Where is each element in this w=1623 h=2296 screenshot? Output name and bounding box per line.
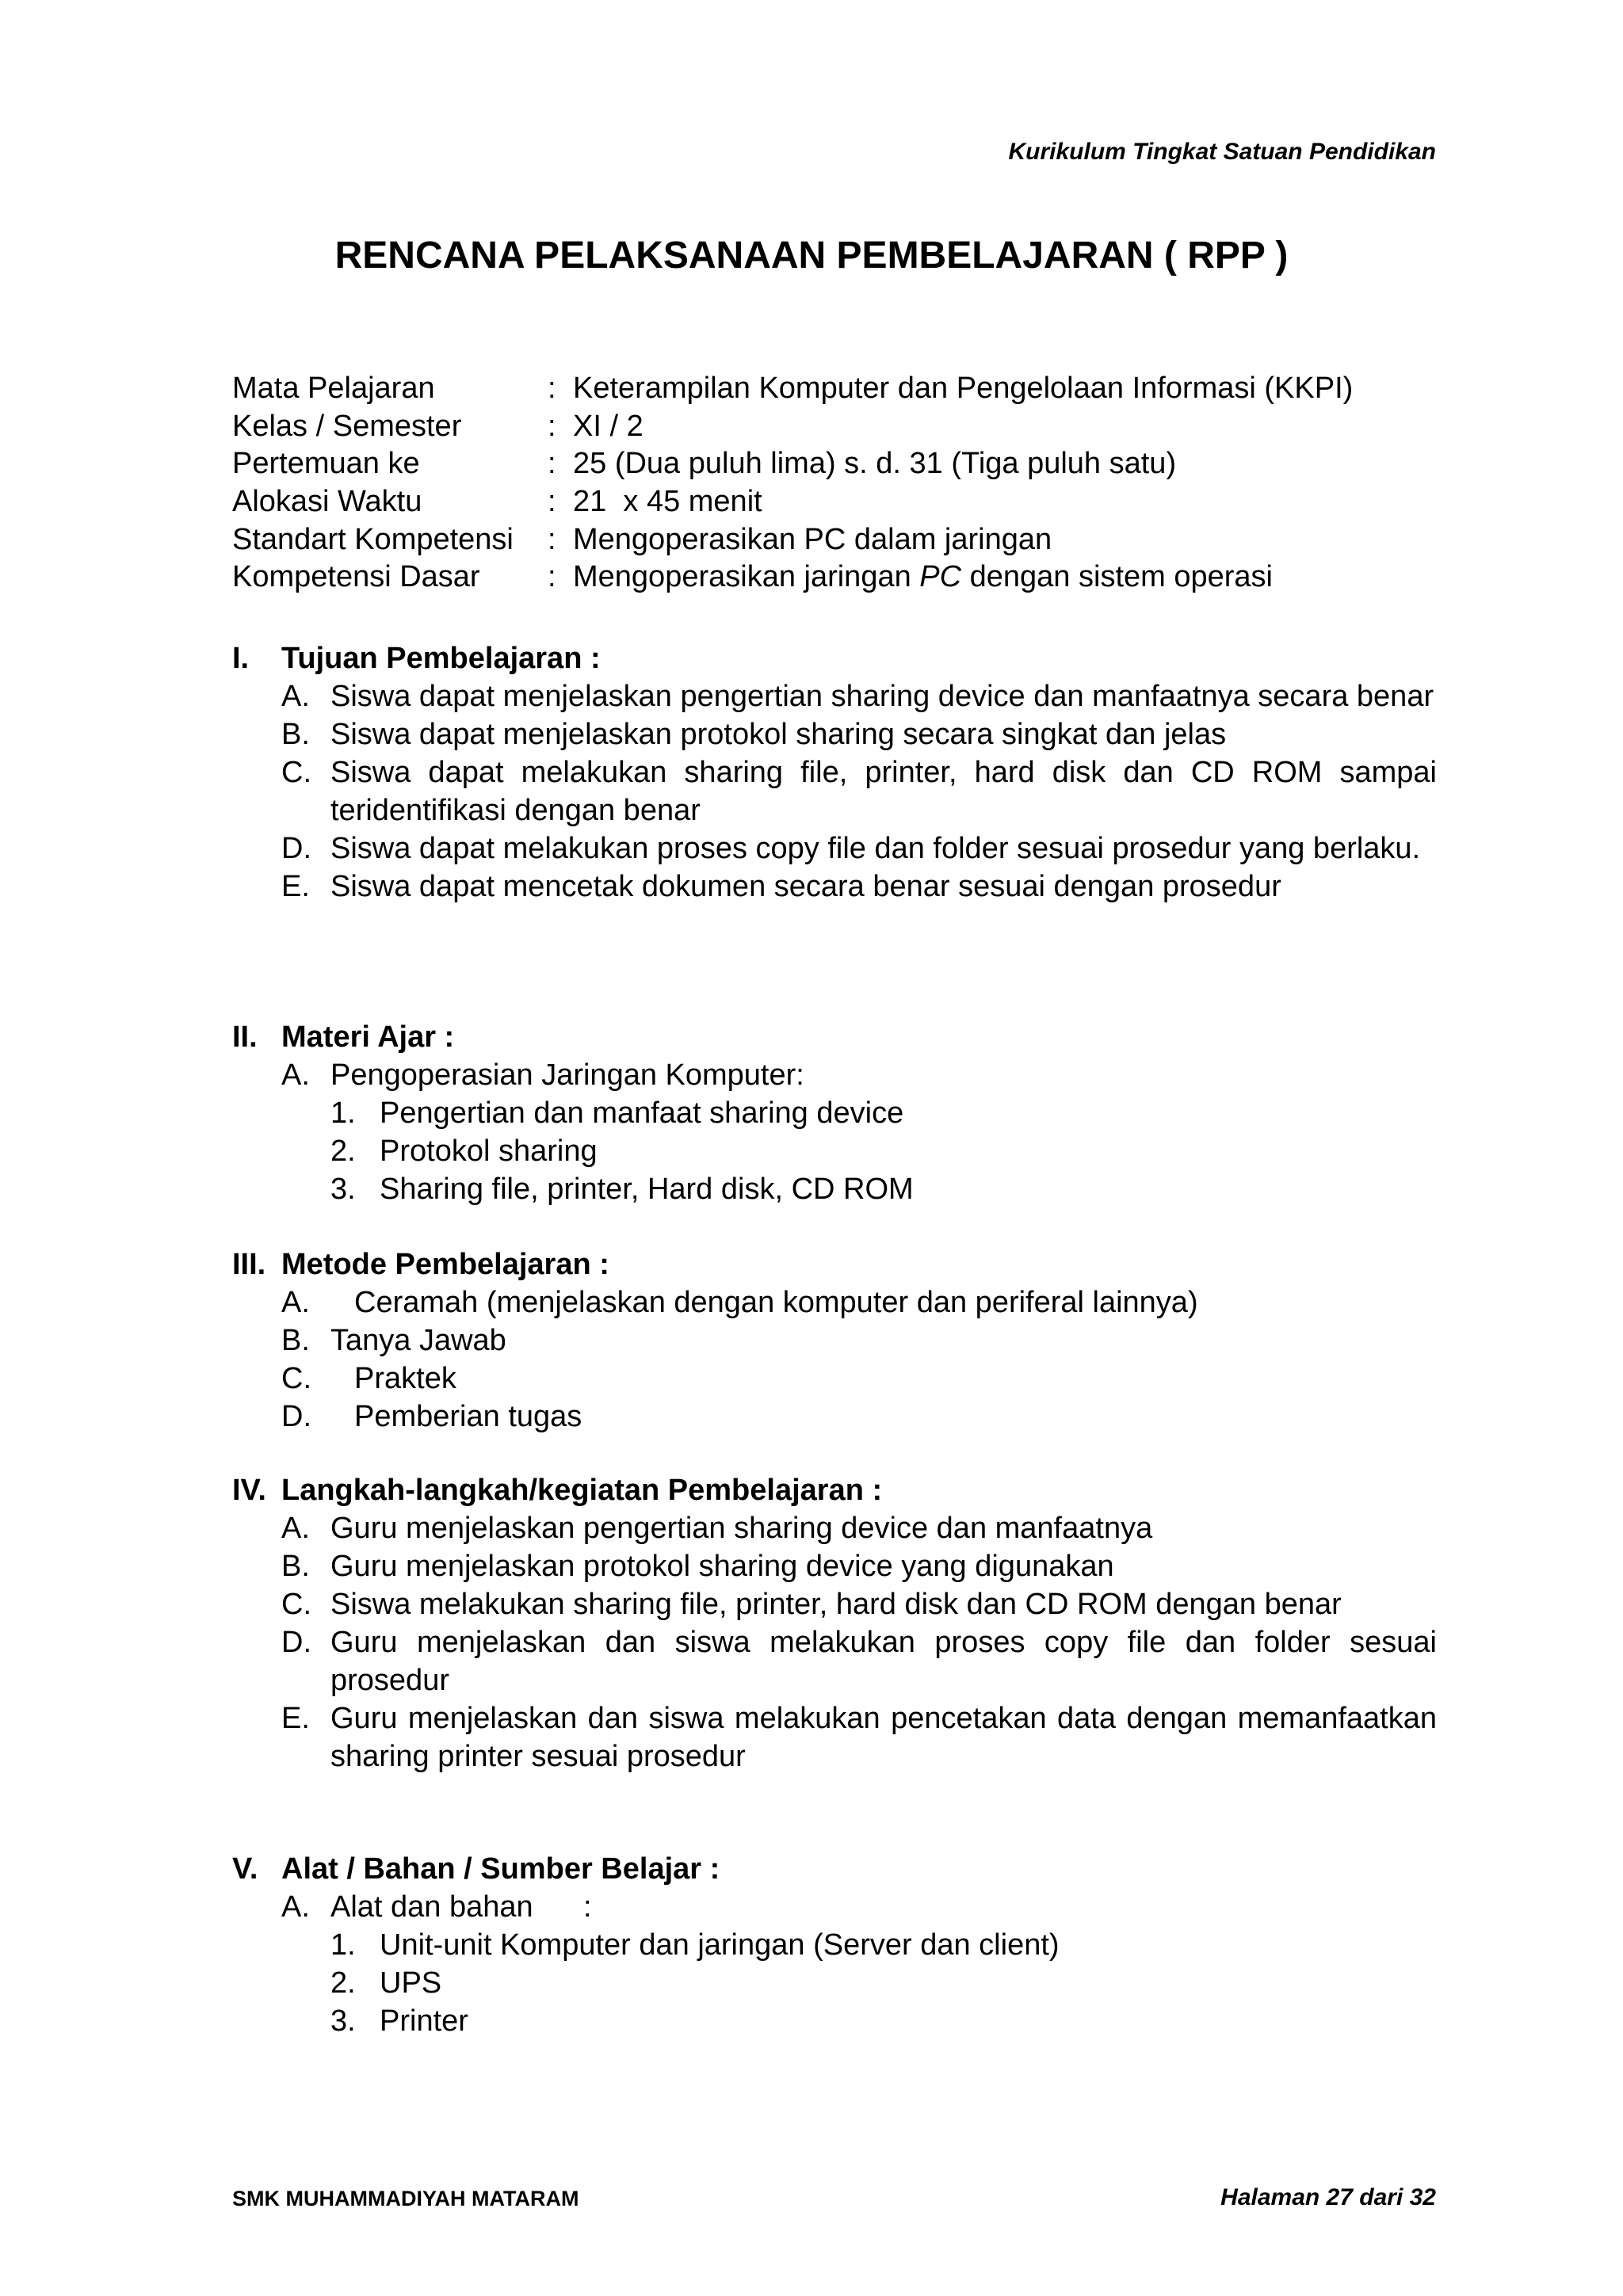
section-learning-methods [232, 1245, 1437, 1436]
section-heading [232, 1018, 1437, 1056]
info-colon: : [548, 522, 556, 556]
list-item [281, 753, 1437, 830]
info-colon: : [548, 409, 556, 443]
section-heading [232, 639, 1437, 677]
info-colon: : [548, 372, 556, 405]
sub-item-text: Pengertian dan manfaat sharing device [380, 1097, 904, 1130]
item-letter: D. [281, 1626, 311, 1659]
list-item [281, 1547, 1437, 1585]
section-heading [232, 1850, 1437, 1888]
sub-list-item [330, 1926, 1437, 1964]
identity-block [232, 370, 1437, 597]
item-text: Siswa dapat melakukan sharing file, printer, hard disk dan CD ROM sampai teridentifikasi dengan benar [330, 756, 1437, 827]
item-text: Guru menjelaskan pengertian sharing device dan manfaatnya [330, 1512, 1153, 1545]
info-label: Standart Kompetensi [232, 522, 514, 556]
sub-item-text: Protokol sharing [380, 1135, 598, 1168]
list-item [281, 677, 1437, 715]
section-heading [232, 1245, 1437, 1283]
item-text: Siswa dapat menjelaskan protokol sharing secara singkat dan jelas [330, 718, 1227, 751]
list-item [281, 1056, 1437, 1094]
item-letter: C. [281, 1362, 311, 1395]
sub-item-text: Printer [380, 2004, 468, 2038]
sub-item-text: UPS [380, 1966, 442, 2000]
list-item [281, 1623, 1437, 1699]
sub-item-text: Sharing file, printer, Hard disk, CD ROM [380, 1173, 914, 1206]
info-value-italic: PC [919, 560, 962, 594]
section-title: Alat / Bahan / Sumber Belajar : [281, 1852, 720, 1886]
sub-item-number: 1. [330, 1097, 356, 1130]
list-item [281, 1283, 1437, 1322]
section-learning-steps [232, 1471, 1437, 1775]
info-row-class [232, 408, 1437, 446]
info-label: Pertemuan ke [232, 447, 420, 481]
info-row-time [232, 483, 1437, 521]
info-row-standard [232, 521, 1437, 559]
info-value: XI / 2 [573, 409, 643, 443]
sub-list-item [330, 1964, 1437, 2002]
list-item [281, 1322, 1437, 1360]
item-text: Alat dan bahan : [330, 1890, 592, 1924]
sub-item-text: Unit-unit Komputer dan jaringan (Server dan client) [380, 1928, 1060, 1962]
section-number: V. [232, 1852, 258, 1886]
footer-page-number: Halaman 27 dari 32 [1220, 2184, 1436, 2210]
item-text: Ceramah (menjelaskan dengan komputer dan periferal lainnya) [354, 1286, 1198, 1319]
section-number: I. [232, 642, 250, 675]
item-text: Siswa melakukan sharing file, printer, hard disk dan CD ROM dengan benar [330, 1588, 1342, 1621]
item-letter: A. [281, 1890, 310, 1924]
item-text: Guru menjelaskan protokol sharing device yang digunakan [330, 1550, 1114, 1583]
sub-item-number: 1. [330, 1928, 356, 1962]
section-title: Materi Ajar : [281, 1020, 455, 1054]
item-letter: C. [281, 1588, 311, 1621]
info-colon: : [548, 447, 556, 481]
list-item [281, 1398, 1437, 1436]
item-text: Siswa dapat mencetak dokumen secara benar sesuai dengan prosedur [330, 870, 1281, 903]
section-title: Langkah-langkah/kegiatan Pembelajaran : [281, 1474, 883, 1507]
section-number: III. [232, 1248, 266, 1281]
list-item [281, 1888, 1437, 1926]
info-value [573, 559, 1437, 597]
info-value: Keterampilan Komputer dan Pengelolaan Informasi (KKPI) [573, 372, 1354, 405]
list-item [281, 715, 1437, 753]
info-row-meeting [232, 445, 1437, 483]
item-text: Tanya Jawab [330, 1324, 506, 1357]
item-letter: D. [281, 1400, 311, 1433]
item-text: Guru menjelaskan dan siswa melakukan pencetakan data dengan memanfaatkan sharing printer sesuai prosedur [330, 1702, 1437, 1773]
item-text: Pengoperasian Jaringan Komputer: [330, 1058, 804, 1092]
list-item [281, 868, 1437, 906]
section-title: Metode Pembelajaran : [281, 1248, 609, 1281]
info-colon: : [548, 560, 556, 594]
item-text: Siswa dapat menjelaskan pengertian sharing device dan manfaatnya secara benar [330, 680, 1434, 713]
info-value: Mengoperasikan PC dalam jaringan [573, 522, 1052, 556]
sub-item-number: 2. [330, 1966, 356, 2000]
item-letter: A. [281, 1058, 310, 1092]
footer-school-name: SMK MUHAMMADIYAH MATARAM [232, 2187, 579, 2210]
sub-item-number: 3. [330, 2004, 356, 2038]
list-item [281, 1360, 1437, 1398]
section-number: IV. [232, 1474, 266, 1507]
section-teaching-material [232, 1018, 1437, 1208]
section-number: II. [232, 1020, 258, 1054]
item-letter: B. [281, 718, 310, 751]
section-tools-materials-sources [232, 1850, 1437, 2040]
sub-list-item [330, 1170, 1437, 1208]
info-value: 21 x 45 menit [573, 485, 762, 519]
sub-list-item [330, 1132, 1437, 1170]
info-colon: : [548, 485, 556, 519]
item-letter: D. [281, 832, 311, 865]
info-row-basic-competency [232, 559, 1437, 597]
info-label: Alokasi Waktu [232, 485, 422, 519]
item-letter: A. [281, 1286, 310, 1319]
sub-list-item [330, 2002, 1437, 2040]
item-text: Guru menjelaskan dan siswa melakukan proses copy file dan folder sesuai prosedur [330, 1626, 1437, 1697]
info-label: Kompetensi Dasar [232, 560, 480, 594]
sub-list-item [330, 1094, 1437, 1132]
sub-item-number: 2. [330, 1135, 356, 1168]
info-label: Kelas / Semester [232, 409, 462, 443]
item-letter: A. [281, 1512, 310, 1545]
item-letter: B. [281, 1324, 310, 1357]
list-item [281, 1509, 1437, 1547]
info-value: 25 (Dua puluh lima) s. d. 31 (Tiga puluh satu) [573, 447, 1177, 481]
section-title: Tujuan Pembelajaran : [281, 642, 601, 675]
item-letter: E. [281, 870, 310, 903]
document-title: RENCANA PELAKSANAAN PEMBELAJARAN ( RPP ) [334, 235, 1289, 277]
section-heading [232, 1471, 1437, 1509]
list-item [281, 1699, 1437, 1775]
info-value-part: dengan sistem operasi [961, 560, 1273, 594]
info-label: Mata Pelajaran [232, 372, 435, 405]
info-row-subject [232, 370, 1437, 408]
item-text: Siswa dapat melakukan proses copy file dan folder sesuai prosedur yang berlaku. [330, 832, 1421, 865]
item-letter: E. [281, 1702, 310, 1735]
sub-item-number: 3. [330, 1173, 356, 1206]
curriculum-header-note: Kurikulum Tingkat Satuan Pendidikan [1008, 139, 1436, 165]
section-learning-objectives [232, 639, 1437, 906]
list-item [281, 1585, 1437, 1623]
item-text: Praktek [354, 1362, 456, 1395]
info-value-part: Mengoperasikan jaringan [573, 560, 920, 594]
item-letter: B. [281, 1550, 310, 1583]
item-letter: A. [281, 680, 310, 713]
list-item [281, 830, 1437, 868]
item-letter: C. [281, 756, 311, 789]
item-text: Pemberian tugas [354, 1400, 582, 1433]
